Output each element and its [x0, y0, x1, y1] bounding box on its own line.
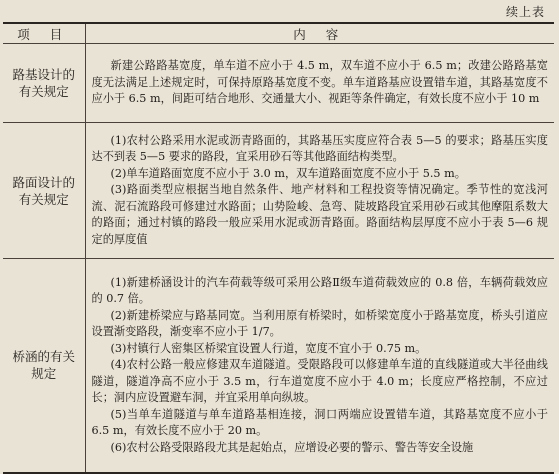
row-item-label: 桥涵的有关 规定 [12, 349, 75, 382]
content-paragraph: (3)村镇行人密集区桥梁宜设置人行道，宽度不宜小于 0.75 m。 [110, 341, 427, 355]
regulations-table [3, 22, 554, 474]
row-item-subgrade [3, 44, 85, 123]
row-content-bridge [85, 259, 554, 473]
table-header-row [3, 23, 554, 44]
table-row [3, 123, 554, 259]
content-paragraph: (2)单车道路面宽度不应小于 3.0 m，双车道路面宽度不应小于 5.5 m。 [110, 166, 466, 180]
row-content-subgrade [85, 44, 554, 123]
continued-label: 续上表 [505, 5, 545, 19]
row-item-pavement [3, 123, 85, 259]
content-paragraph: (6)农村公路受限路段尤其是起始点，应增设必要的警示、警告等安全设施 [110, 440, 474, 454]
content-paragraph: (4)农村公路一般应修建双车道隧道。受限路段可以修建单车道的直线隧道或大半径曲线隧道，隧道净高不应小于 3.5 m，行车道宽度不应小于 4.0 m；长度应严格控制，不应过长；洞内应设置避车洞，并宜采用单向纵坡。 [91, 358, 548, 404]
content-paragraph: (2)新建桥梁应与路基同宽。当利用原有桥梁时，如桥梁宽度小于路基宽度，桥头引道应设置渐变路段，渐变率不应小于 1/7。 [91, 308, 548, 338]
row-item-label: 路面设计的 有关规定 [12, 174, 75, 207]
table-row [3, 44, 554, 123]
content-paragraph: 新建公路路基宽度，单车道不应小于 4.5 m，双车道不应小于 6.5 m；改建公路路基宽度无法满足上述规定时，可保持原路基宽度不变。单车道路基应设置错车道，其路基宽度不应小于 6.5 m，间距可结合地形、交通量大小、视距等条件确定，有效长度不应小于 10 m [91, 59, 548, 106]
row-item-bridge [3, 259, 85, 473]
header-content: 内 容 [85, 23, 554, 44]
table-row [3, 259, 554, 473]
content-paragraph: (5)当单车道隧道与单车道路基相连接，洞口两端应设置错车道，其路基宽度不应小于 6.5 m，有效长度不应小于 20 m。 [91, 407, 548, 437]
row-item-label: 路基设计的 有关规定 [12, 67, 75, 99]
content-paragraph: (3)路面类型应根据当地自然条件、地产材料和工程投资等情况确定。季节性的宽浅河流、泥石流路段可修建过水路面；山势险峻、急弯、陡坡路段宜采用砂石或其他摩阻系数大的路面；通过村镇的路段一般应采用水泥或沥青路面。路面结构层厚度不应小于表 5—6 规定的厚度值 [91, 183, 548, 246]
header-item: 项 目 [3, 23, 85, 44]
content-paragraph: (1)新建桥涵设计的汽车荷载等级可采用公路Ⅱ级车道荷载效应的 0.8 倍，车辆荷载效应的 0.7 倍。 [91, 275, 548, 305]
content-paragraph: (1)农村公路采用水泥或沥青路面的，其路基压实度应符合表 5—5 的要求；路基压实度达不到表 5—5 要求的路段，宜采用砂石等其他路面结构类型。 [91, 133, 548, 164]
row-content-pavement [85, 123, 554, 259]
